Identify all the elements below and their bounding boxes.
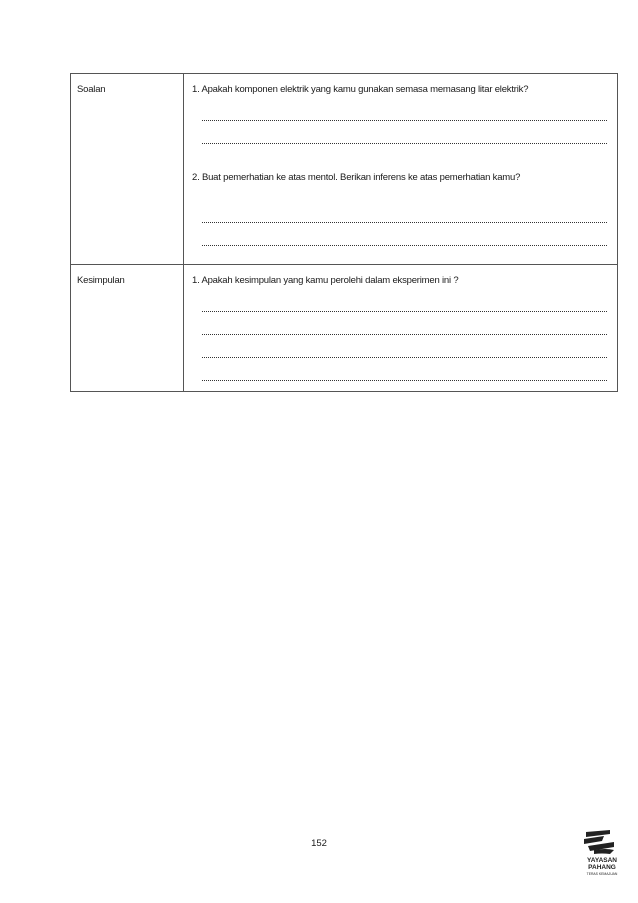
kesimpulan-content <box>184 265 618 392</box>
question-2: 2. Buat pemerhatian ke atas mentol. Berikan inferens ke atas pemerhatian kamu? <box>192 172 521 183</box>
answer-line[interactable] <box>202 204 607 223</box>
answer-line[interactable] <box>202 316 607 335</box>
page-number: 152 <box>311 838 327 849</box>
row-label-kesimpulan: Kesimpulan <box>71 265 184 392</box>
table-row-soalan <box>71 74 618 265</box>
logo-text-1: YAYASAN <box>587 857 617 864</box>
table-row-kesimpulan <box>71 265 618 392</box>
soalan-content <box>184 74 618 265</box>
answer-line[interactable] <box>202 125 607 144</box>
worksheet-table <box>70 73 618 392</box>
answer-line[interactable] <box>202 227 607 246</box>
question-1: 1. Apakah komponen elektrik yang kamu gunakan semasa memasang litar elektrik? <box>192 84 529 95</box>
logo-text-2: PAHANG <box>588 864 616 871</box>
answer-line[interactable] <box>202 102 607 121</box>
question-kesimpulan: 1. Apakah kesimpulan yang kamu perolehi dalam eksperimen ini ? <box>192 275 459 286</box>
yayasan-pahang-logo <box>580 828 624 880</box>
answer-line[interactable] <box>202 293 607 312</box>
answer-line[interactable] <box>202 362 607 381</box>
logo-text-3: TERAS KEMAJUAN <box>586 872 618 876</box>
row-label-soalan: Soalan <box>71 74 184 265</box>
answer-line[interactable] <box>202 339 607 358</box>
